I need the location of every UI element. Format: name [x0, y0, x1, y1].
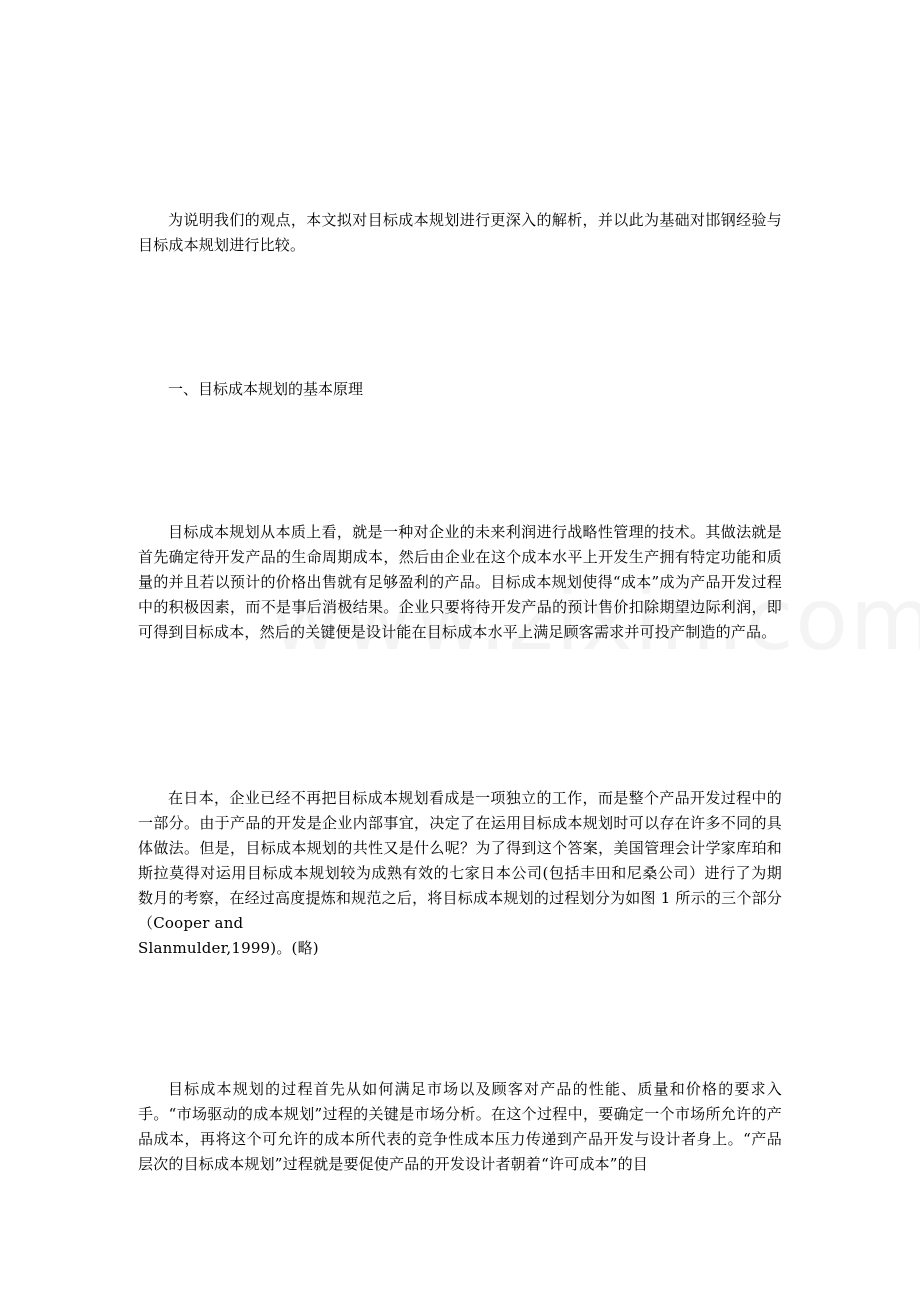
paragraph-principle: 目标成本规划从本质上看，就是一种对企业的未来利润进行战略性管理的技术。其做法就是首先确定待开发产品的生命周期成本，然后由企业在这个成本水平上开发生产拥有特定功能和质量的并且若以预计的价格出售就有足够盈利的产品。目标成本规划使得“成本”成为产品开发过程中的积极因素，而不是事后消极结果。企业只要将待开发产品的预计售价扣除期望边际利润，即可得到目标成本，然后的关键便是设计能在目标成本水平上满足顾客需求并可投产制造的产品。: [138, 523, 782, 641]
paragraph-japan-tail: Slanmulder,1999)。(略): [138, 939, 319, 957]
paragraph-japan-main: 在日本，企业已经不再把目标成本规划看成是一项独立的工作，而是整个产品开发过程中的一部分。由于产品的开发是企业内部事宜，决定了在运用目标成本规划时可以存在许多不同的具体做法。但是，目标成本规划的共性又是什么呢？为了得到这个答案，美国管理会计学家库珀和斯拉莫得对运用目标成本规划较为成熟有效的七家日本公司(包括丰田和尼桑公司）进行了为期数月的考察，在经过高度提炼和规范之后，将目标成本规划的过程划分为如图 1 所示的三个部分（Cooper and: [138, 789, 782, 932]
paragraph-japan: [138, 786, 782, 936]
paragraph-intro: 为说明我们的观点，本文拟对目标成本规划进行更深入的解析，并以此为基础对邯钢经验与目标成本规划进行比较。: [138, 211, 782, 254]
section-heading: 一、目标成本规划的基本原理: [168, 380, 364, 398]
paragraph-process: 目标成本规划的过程首先从如何满足市场以及顾客对产品的性能、质量和价格的要求入手。“市场驱动的成本规划”过程的关键是市场分析。在这个过程中，要确定一个市场所允许的产品成本，再将这个可允许的成本所代表的竞争性成本压力传递到产品开发与设计者身上。“产品层次的目标成本规划”过程就是要促使产品的开发设计者朝着“许可成本”的目: [138, 1080, 782, 1173]
